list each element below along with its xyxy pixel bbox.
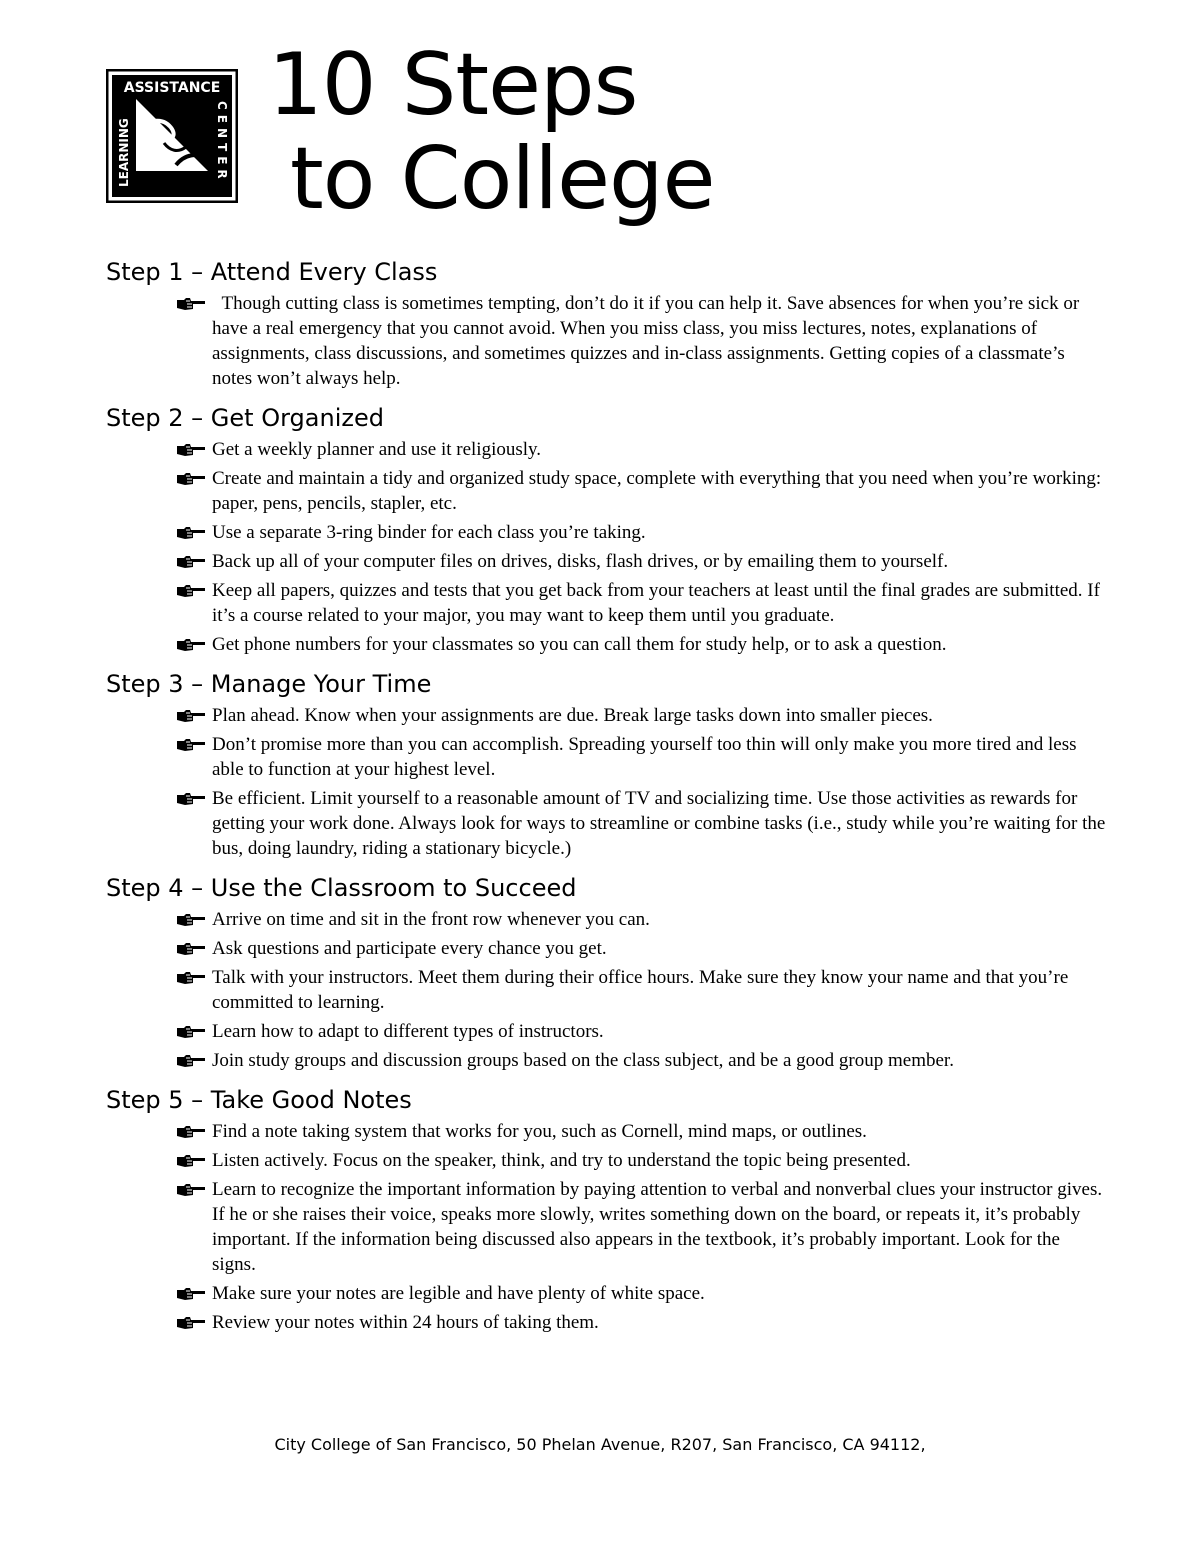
list-item-text: Make sure your notes are legible and have plenty of white space. (212, 1283, 705, 1304)
pointing-hand-icon (176, 555, 206, 569)
step-heading: Step 3 – Manage Your Time (106, 670, 432, 698)
list-item-text: Talk with your instructors. Meet them during their office hours. Make sure they know your name and that you’re committed to learning. (212, 967, 1074, 1013)
step-1 (106, 255, 1106, 391)
list-item (106, 703, 1106, 728)
pointing-hand-icon (176, 638, 206, 652)
list-item-text: Be efficient. Limit yourself to a reasonable amount of TV and socializing time. Use those activities as rewards for getting your work done. Always look for ways to streamline or combine tasks (i.e., study while you’re waiting for the bus, doing laundry, riding a stationary bicycle.) (212, 788, 1111, 859)
list-item (106, 466, 1106, 516)
pointing-hand-icon (176, 792, 206, 806)
title-line-1: 10 Steps (268, 35, 638, 135)
list-item-text: Though cutting class is sometimes tempting, don’t do it if you can help it. Save absences for when you’re sick or have a real emergency that you cannot avoid. When you miss class, you miss lectures, notes, explanations of assignments, class discussions, and sometimes quizzes and in-class assignments. Getting copies of a classmate’s notes won’t always help. (212, 293, 1084, 389)
list-item (106, 907, 1106, 932)
list-item (106, 437, 1106, 462)
step-heading: Step 5 – Take Good Notes (106, 1086, 412, 1114)
svg-text:LEARNING: LEARNING (117, 118, 131, 187)
list-item-text: Get phone numbers for your classmates so you can call them for study help, or to ask a question. (212, 634, 947, 655)
list-item-text: Get a weekly planner and use it religiously. (212, 439, 542, 460)
step-4 (106, 871, 1106, 1073)
step-3 (106, 667, 1111, 861)
step-5 (106, 1083, 1106, 1335)
pointing-hand-icon (176, 472, 206, 486)
list-item (106, 549, 1106, 574)
pointing-hand-icon (176, 297, 206, 311)
step-2 (106, 401, 1106, 657)
page-title (268, 35, 715, 229)
list-item (106, 291, 1106, 391)
pointing-hand-icon (176, 1183, 206, 1197)
pointing-hand-icon (176, 913, 206, 927)
list-item (106, 520, 1106, 545)
svg-text:CENTER: CENTER (215, 101, 229, 184)
list-item-text: Review your notes within 24 hours of taking them. (212, 1312, 599, 1333)
list-item (106, 1048, 1106, 1073)
pointing-hand-icon (176, 1287, 206, 1301)
step-heading: Step 4 – Use the Classroom to Succeed (106, 874, 577, 902)
pointing-hand-icon (176, 1316, 206, 1330)
steps-section (106, 255, 1111, 1339)
list-item (106, 1310, 1106, 1335)
list-item (106, 578, 1106, 628)
pointing-hand-icon (176, 942, 206, 956)
list-item-text: Back up all of your computer files on drives, disks, flash drives, or by emailing them to yourself. (212, 551, 949, 572)
list-item (106, 732, 1106, 782)
step-heading: Step 2 – Get Organized (106, 404, 384, 432)
list-item (106, 632, 1106, 657)
learning-assistance-center-logo (106, 69, 238, 203)
list-item-text: Don’t promise more than you can accomplish. Spreading yourself too thin will only make you more tired and less able to function at your highest level. (212, 734, 1082, 780)
pointing-hand-icon (176, 709, 206, 723)
pointing-hand-icon (176, 1125, 206, 1139)
pointing-hand-icon (176, 1054, 206, 1068)
step-bullet-list (106, 907, 1106, 1073)
list-item-text: Learn how to adapt to different types of instructors. (212, 1021, 604, 1042)
list-item (106, 786, 1111, 861)
pointing-hand-icon (176, 1154, 206, 1168)
list-item-text: Arrive on time and sit in the front row whenever you can. (212, 909, 650, 930)
list-item-text: Learn to recognize the important information by paying attention to verbal and nonverbal clues your instructor gives. If he or she raises their voice, speaks more slowly, writes something down on the board, or repeats it, it’s probably important. If the information being discussed also appears in the textbook, it’s probably important. Look for the signs. (212, 1179, 1107, 1275)
pointing-hand-icon (176, 584, 206, 598)
svg-text:ASSISTANCE: ASSISTANCE (123, 80, 221, 96)
footer-address: City College of San Francisco, 50 Phelan Avenue, R207, San Francisco, CA 94112, (274, 1435, 926, 1454)
list-item-text: Plan ahead. Know when your assignments are due. Break large tasks down into smaller pieces. (212, 705, 933, 726)
pointing-hand-icon (176, 443, 206, 457)
list-item (106, 1119, 1106, 1144)
list-item (106, 1148, 1106, 1173)
pointing-hand-icon (176, 526, 206, 540)
list-item-text: Keep all papers, quizzes and tests that you get back from your teachers at least until the final grades are submitted. If it’s a course related to your major, you may want to keep them until you graduate. (212, 580, 1105, 626)
pointing-hand-icon (176, 738, 206, 752)
step-bullet-list (106, 703, 1111, 861)
list-item-text: Find a note taking system that works for you, such as Cornell, mind maps, or outlines. (212, 1121, 867, 1142)
list-item (106, 1177, 1106, 1277)
list-item (106, 1281, 1106, 1306)
step-bullet-list (106, 1119, 1106, 1335)
pointing-hand-icon (176, 1025, 206, 1039)
list-item-text: Ask questions and participate every chance you get. (212, 938, 607, 959)
list-item-text: Create and maintain a tidy and organized study space, complete with everything that you need when you’re working: paper, pens, pencils, stapler, etc. (212, 468, 1106, 514)
list-item (106, 936, 1106, 961)
step-bullet-list (106, 437, 1106, 657)
list-item-text: Use a separate 3-ring binder for each class you’re taking. (212, 522, 646, 543)
list-item-text: Join study groups and discussion groups based on the class subject, and be a good group member. (212, 1050, 954, 1071)
step-heading: Step 1 – Attend Every Class (106, 258, 438, 286)
list-item (106, 965, 1106, 1015)
pointing-hand-icon (176, 971, 206, 985)
step-bullet-list (106, 291, 1106, 391)
list-item-text: Listen actively. Focus on the speaker, think, and try to understand the topic being presented. (212, 1150, 911, 1171)
title-line-2: to College (290, 129, 715, 229)
list-item (106, 1019, 1106, 1044)
